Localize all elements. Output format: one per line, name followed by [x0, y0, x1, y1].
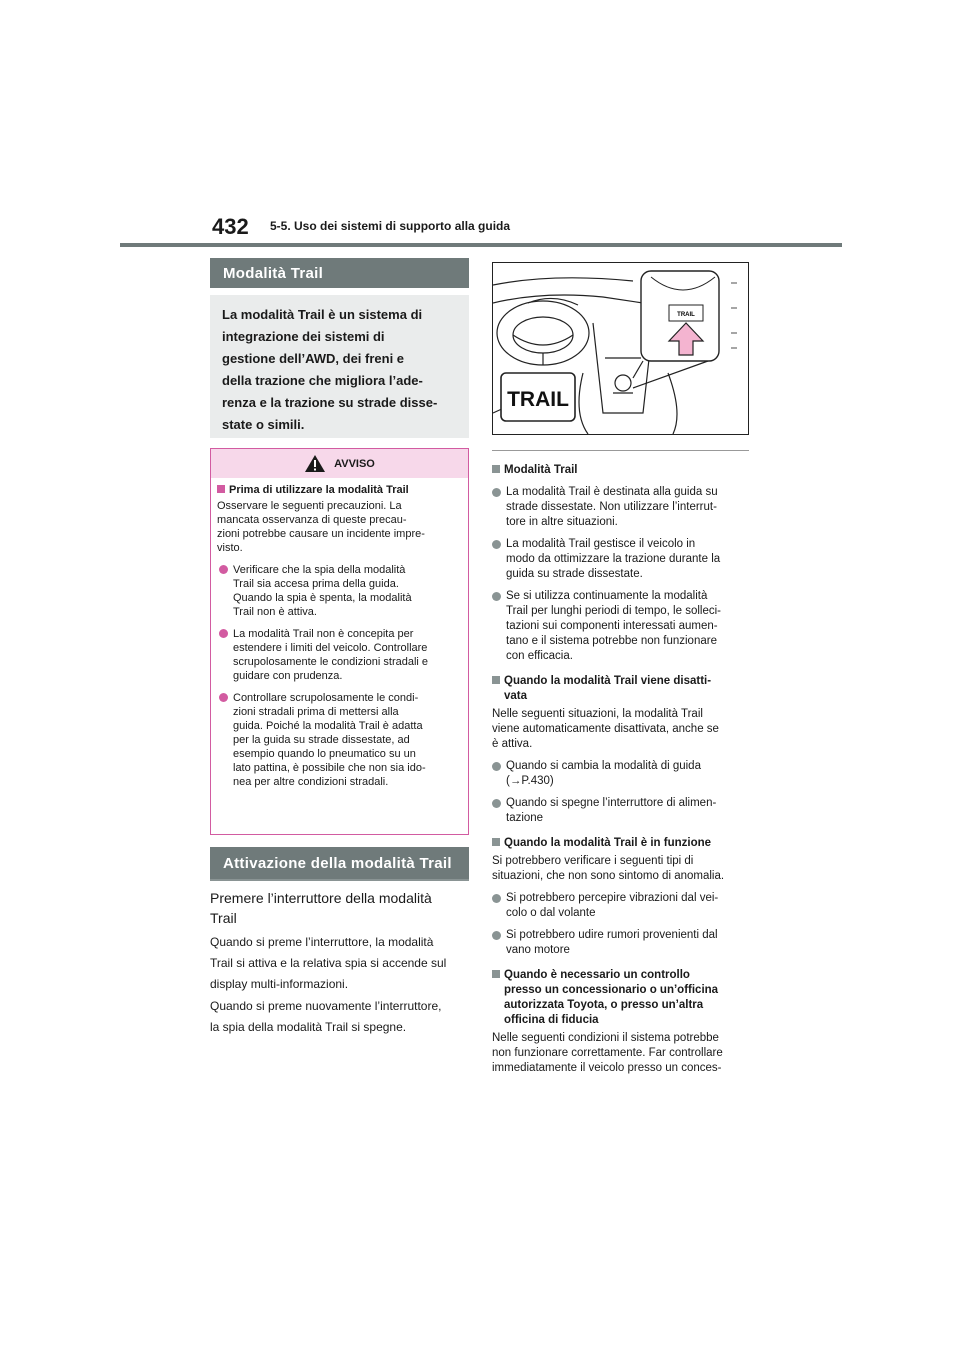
- text-line: tore in altre situazioni.: [506, 516, 618, 528]
- warning-triangle-icon: [304, 454, 326, 473]
- text-line: Controllare scrupolosamente le condi-: [233, 692, 419, 704]
- text-line: Trail si attiva e la relativa spia si accende sul: [210, 956, 447, 970]
- intro-line: renza e la trazione su strade disse-: [222, 395, 438, 410]
- round-bullet-icon: [492, 592, 501, 601]
- round-bullet-icon: [492, 488, 501, 497]
- square-bullet-icon: [492, 465, 500, 473]
- text-line: Quando si cambia la modalità di guida: [506, 760, 701, 772]
- note-text: [492, 854, 754, 884]
- step-heading: [210, 888, 470, 928]
- note-text: [492, 707, 754, 752]
- text-line: Trail: [210, 910, 237, 926]
- intro-line: integrazione dei sistemi di: [222, 329, 385, 344]
- note-bullet: [492, 589, 754, 664]
- text-line: scrupolosamente le condizioni stradali e: [233, 656, 429, 668]
- warning-header: [211, 449, 468, 478]
- text-line: visto.: [217, 542, 243, 554]
- note-bullet: [492, 891, 754, 921]
- text-line: tazione: [506, 812, 544, 824]
- note-heading-text: autorizzata Toyota, o presso un’altra: [504, 999, 704, 1011]
- text-line: Si potrebbero percepire vibrazioni dal vei-: [506, 892, 719, 904]
- square-bullet-icon: [492, 676, 500, 684]
- note-text: [492, 1031, 754, 1076]
- warning-subhead: [217, 483, 462, 497]
- text-line: tazioni sui componenti interessati aumen-: [506, 620, 718, 632]
- page-reference[interactable]: (→P.430): [506, 775, 554, 787]
- warning-bullet: [217, 563, 462, 619]
- text-line: vano motore: [506, 944, 570, 956]
- text-line: La modalità Trail non è concepita per: [233, 628, 414, 640]
- note-bullet: [492, 537, 754, 582]
- warning-title: AVVISO: [334, 457, 375, 470]
- text-line: nea per altre condizioni stradali.: [233, 776, 389, 788]
- note-heading: [492, 674, 754, 704]
- text-line: strade dissestate. Non utilizzare l’interrut-: [506, 501, 717, 513]
- warning-subhead-text: Prima di utilizzare la modalità Trail: [229, 484, 409, 496]
- text-line: Verificare che la spia della modalità: [233, 564, 406, 576]
- band-title: Modalità Trail: [223, 264, 324, 282]
- note-bullet: [492, 928, 754, 958]
- section-band-activation: [210, 847, 469, 879]
- text-line: esempio quando lo pneumatico su un: [233, 748, 416, 760]
- paragraph: [210, 932, 472, 995]
- warning-bullet: [217, 691, 462, 789]
- text-line: Trail sia accesa prima della guida.: [233, 578, 399, 590]
- text-line: Osservare le seguenti precauzioni. La: [217, 500, 402, 512]
- text-line: Quando si preme l’interruttore, la modalità: [210, 935, 434, 949]
- text-line: Si potrebbero udire rumori provenienti dal: [506, 929, 718, 941]
- text-line: immediatamente il veicolo presso un conces-: [492, 1062, 722, 1074]
- note-heading: [492, 836, 754, 851]
- text-line: con efficacia.: [506, 650, 573, 662]
- warning-intro: [217, 499, 462, 555]
- text-line: guidare con prudenza.: [233, 670, 343, 682]
- text-line: estendere i limiti del veicolo. Controllare: [233, 642, 428, 654]
- text-line: Quando la spia è spenta, la modalità: [233, 592, 412, 604]
- text-line: modo da ottimizzare la trazione durante la: [506, 553, 721, 565]
- warning-body: [211, 478, 468, 789]
- intro-line: state o simili.: [222, 417, 305, 432]
- text-line: mancata osservanza di queste precau-: [217, 514, 407, 526]
- intro-line: della trazione che migliora l’ade-: [222, 373, 423, 388]
- intro-line: gestione dell’AWD, dei freni e: [222, 351, 405, 366]
- text-line: lato pattina, è possibile che non sia ido-: [233, 762, 426, 774]
- paragraph: [210, 996, 472, 1038]
- note-bullet: [492, 796, 754, 826]
- round-bullet-icon: [492, 931, 501, 940]
- square-bullet-icon: [492, 970, 500, 978]
- section-band-trail-mode: [210, 258, 469, 288]
- trail-switch-label: TRAIL: [677, 312, 695, 318]
- header-rule: [120, 243, 842, 247]
- note-heading-text: Quando è necessario un controllo: [504, 969, 690, 981]
- text-line: zioni stradali prima di mettersi alla: [233, 706, 399, 718]
- text-line: Quando si spegne l’interruttore di alimen-: [506, 797, 717, 809]
- section-title: 5-5. Uso dei sistemi di supporto alla guida: [270, 219, 511, 233]
- dashboard-line-drawing: [493, 263, 748, 434]
- text-line: La modalità Trail è destinata alla guida su: [506, 486, 718, 498]
- warning-bullet: [217, 627, 462, 683]
- square-bullet-icon: [492, 838, 500, 846]
- round-bullet-icon: [492, 799, 501, 808]
- text-line: non funzionare correttamente. Far controllare: [492, 1047, 723, 1059]
- note-heading-text: vata: [504, 690, 528, 702]
- warning-box: [210, 448, 469, 835]
- text-line: per la guida su strade dissestate, ad: [233, 734, 410, 746]
- text-line: viene automaticamente disattivata, anche se: [492, 723, 719, 735]
- text-line: La modalità Trail gestisce il veicolo in: [506, 538, 696, 550]
- note-bullet: [492, 485, 754, 530]
- intro-box: [210, 295, 469, 438]
- text-line: guida su strade dissestate.: [506, 568, 643, 580]
- note-heading-text: Quando la modalità Trail viene disatti-: [504, 675, 712, 687]
- notes-column: [492, 455, 754, 1076]
- note-heading-text: presso un concessionario o un’officina: [504, 984, 719, 996]
- text-line: Trail per lunghi periodi di tempo, le solleci-: [506, 605, 721, 617]
- page-number: 432: [212, 214, 249, 239]
- note-bullet: [492, 759, 754, 789]
- note-heading-text: Modalità Trail: [504, 464, 578, 476]
- intro-line: La modalità Trail è un sistema di: [222, 307, 423, 322]
- band-title: Attivazione della modalità Trail: [223, 854, 452, 872]
- text-line: Trail non è attiva.: [233, 606, 317, 618]
- round-bullet-icon: [492, 540, 501, 549]
- text-line: è attiva.: [492, 738, 533, 750]
- round-bullet-icon: [219, 565, 228, 574]
- text-line: tano e il sistema potrebbe non funzionare: [506, 635, 717, 647]
- note-heading: [492, 968, 754, 1028]
- note-heading-text: Quando la modalità Trail è in funzione: [504, 837, 712, 849]
- text-line: Premere l’interruttore della modalità: [210, 890, 432, 906]
- dashboard-illustration: [492, 262, 749, 435]
- text-line: zioni potrebbe causare un incidente impre-: [217, 528, 425, 540]
- text-line: Si potrebbero verificare i seguenti tipi di: [492, 855, 694, 867]
- figure-rule: [492, 450, 749, 451]
- round-bullet-icon: [219, 693, 228, 702]
- round-bullet-icon: [492, 762, 501, 771]
- band-underline: [210, 879, 469, 881]
- round-bullet-icon: [219, 629, 228, 638]
- text-line: display multi-informazioni.: [210, 977, 349, 991]
- square-bullet-icon: [217, 485, 225, 493]
- text-line: Quando si preme nuovamente l’interruttore,: [210, 999, 442, 1013]
- text-line: Se si utilizza continuamente la modalità: [506, 590, 708, 602]
- text-line: situazioni, che non sono sintomo di anomalia.: [492, 870, 725, 882]
- note-heading-text: officina di fiducia: [504, 1014, 599, 1026]
- note-heading: [492, 463, 754, 478]
- text-line: guida. Poiché la modalità Trail è adatta: [233, 720, 423, 732]
- round-bullet-icon: [492, 894, 501, 903]
- text-line: Nelle seguenti condizioni il sistema potrebbe: [492, 1032, 719, 1044]
- text-line: la spia della modalità Trail si spegne.: [210, 1020, 407, 1034]
- text-line: colo o dal volante: [506, 907, 596, 919]
- text-line: Nelle seguenti situazioni, la modalità Trail: [492, 708, 703, 720]
- trail-indicator-label: TRAIL: [507, 388, 569, 411]
